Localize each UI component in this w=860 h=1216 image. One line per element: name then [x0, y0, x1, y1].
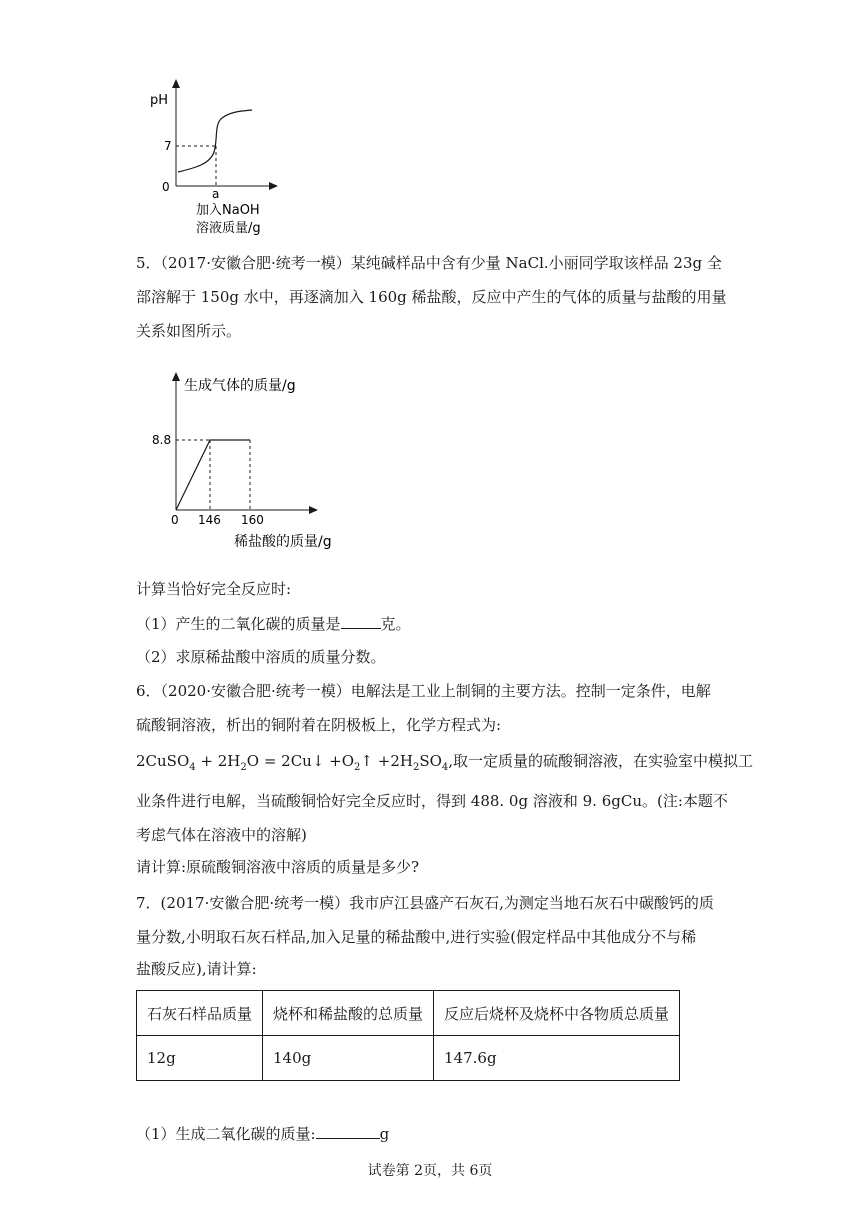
q7-line-3: 盐酸反应),请计算: [136, 960, 257, 978]
page-footer: 试卷第 2页，共 6页 [367, 1163, 493, 1179]
table-cell: 147.6g [434, 1036, 680, 1081]
q6-line-5: 考虑气体在溶液中的溶解) [136, 826, 307, 844]
ph-origin: 0 [162, 180, 170, 194]
q5-sub-1-unit: 克。 [380, 615, 411, 633]
table-header-cell: 石灰石样品质量 [137, 991, 263, 1036]
limestone-data-table [136, 990, 680, 1081]
q5-sub-1 [136, 612, 411, 635]
ph-curve [178, 110, 252, 172]
q7-answer-blank[interactable] [316, 1122, 380, 1139]
gas-y-label: 生成气体的质量/g [184, 378, 296, 394]
gas-y-arrow [172, 372, 180, 381]
q6-equation-tail: ,取一定质量的硫酸铜溶液，在实验室中模拟工 [448, 752, 754, 770]
gas-y-tick: 8.8 [152, 433, 172, 447]
ph-y-label: pH [150, 93, 169, 108]
gas-origin: 0 [171, 513, 179, 527]
chemical-equation: 2CuSO$_4$ + $2H_2O$ = 2Cu↓ $+O_2↑ +2H_2SO_4$ [136, 752, 449, 773]
gas-x-label: 稀盐酸的质量/g [234, 534, 332, 550]
table-header-cell: 反应后烧杯及烧杯中各物质总质量 [434, 991, 680, 1036]
table-header-cell: 烧杯和稀盐酸的总质量 [263, 991, 434, 1036]
q6-line-6: 请计算:原硫酸铜溶液中溶质的质量是多少? [136, 858, 420, 876]
ph-x-label-1: 加入NaOH [196, 203, 260, 218]
q6-line-1: 6．（2020·安徽合肥·统考一模）电解法是工业上制铜的主要方法。控制一定条件，电解 [136, 682, 711, 700]
q7-sub-1-unit: g [379, 1125, 390, 1143]
ph-y-arrow [172, 79, 180, 88]
q5-sub-1-text: （1）产生的二氧化碳的质量是 [136, 615, 341, 633]
gas-x-tick-146: 146 [198, 513, 221, 527]
ph-x-arrow [269, 182, 278, 190]
q7-line-1: 7．(2017·安徽合肥·统考一模）我市庐江县盛产石灰石,为测定当地石灰石中碳酸钙的质 [136, 894, 714, 912]
q5-calc-intro: 计算当恰好完全反应时: [136, 580, 292, 598]
gas-x-tick-160: 160 [241, 513, 264, 527]
q6-line-2: 硫酸铜溶液，析出的铜附着在阴极板上，化学方程式为: [136, 716, 502, 734]
table-cell: 140g [263, 1036, 434, 1081]
q7-sub-1-text: （1）生成二氧化碳的质量: [136, 1125, 316, 1143]
q5-line-3: 关系如图所示。 [136, 322, 242, 340]
q6-equation-line [136, 750, 753, 779]
q7-sub-1 [136, 1122, 389, 1145]
q5-sub-2: （2）求原稀盐酸中溶质的质量分数。 [136, 648, 386, 666]
q6-line-4: 业条件进行电解，当硫酸铜恰好完全反应时，得到 488. 0g 溶液和 9. 6gCu。(注:本题不 [136, 792, 728, 810]
q5-line-2: 部溶解于 150g 水中，再逐滴加入 160g 稀盐酸，反应中产生的气体的质量与盐酸的用量 [136, 288, 727, 306]
ph-graph [140, 76, 290, 240]
table-header-row [137, 991, 680, 1036]
table-cell: 12g [137, 1036, 263, 1081]
ph-x-label-2: 溶液质量/g [196, 221, 261, 236]
ph-x-tick: a [212, 187, 220, 201]
table-row [137, 1036, 680, 1081]
q5-answer-blank[interactable] [341, 612, 381, 629]
ph-y-tick: 7 [164, 139, 172, 153]
q7-line-2: 量分数,小明取石灰石样品,加入足量的稀盐酸中,进行实验(假定样品中其他成分不与稀 [136, 928, 697, 946]
q5-line-1: 5．（2017·安徽合肥·统考一模）某纯碱样品中含有少量 NaCl.小丽同学取该样品 23g 全 [136, 254, 722, 272]
gas-curve [176, 440, 250, 510]
gas-mass-graph [140, 368, 370, 554]
gas-x-arrow [309, 506, 318, 514]
